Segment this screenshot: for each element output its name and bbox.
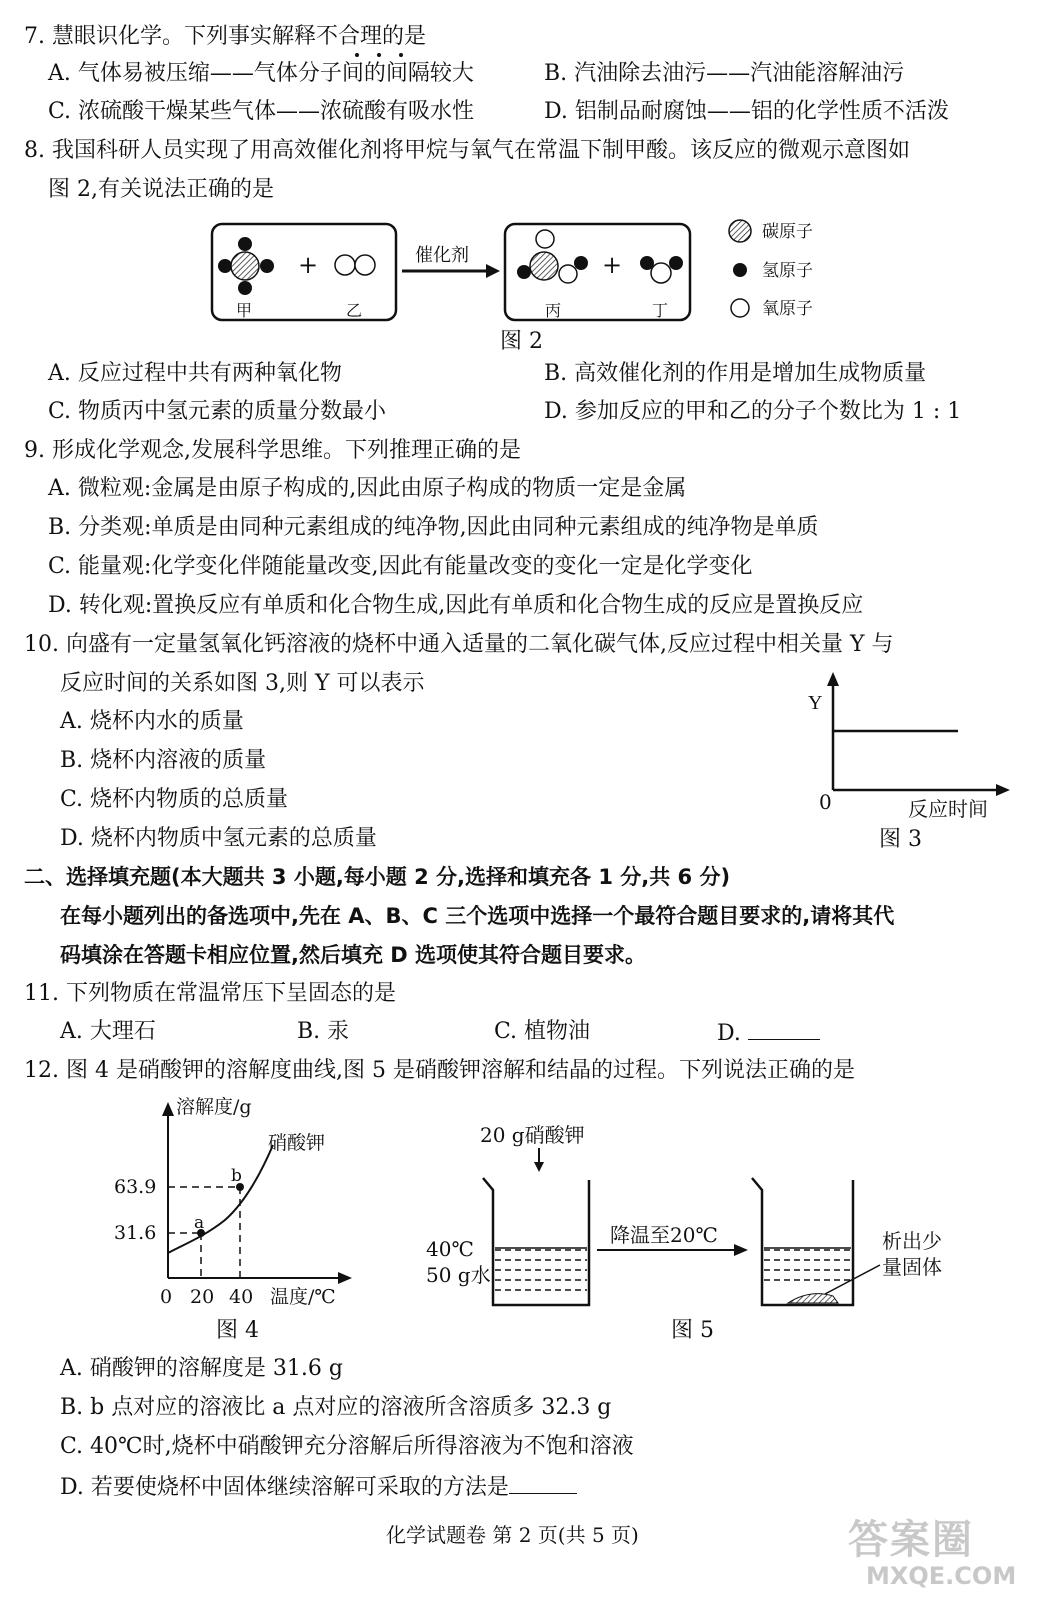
answer-blank	[509, 1471, 577, 1494]
fig4-point-a-label: a	[194, 1213, 205, 1233]
watermark-logo: 答案圈	[848, 1517, 974, 1563]
q12-option-d: D. 若要使烧杯中固体继续溶解可采取的方法是	[60, 1471, 577, 1503]
q10-option-c: C. 烧杯内物质的总质量	[60, 787, 289, 812]
legend-carbon-label: 碳原子	[762, 222, 813, 242]
q12-option-a: A. 硝酸钾的溶解度是 31.6 g	[60, 1356, 343, 1381]
q12-option-b: B. b 点对应的溶液比 a 点对应的溶液所含溶质多 32.3 g	[60, 1395, 612, 1420]
q11-stem: 11. 下列物质在常温常压下呈固态的是	[24, 981, 396, 1006]
q8-option-a: A. 反应过程中共有两种氧化物	[48, 361, 342, 386]
beaker-2	[752, 1178, 853, 1305]
label-yi: 乙	[346, 301, 363, 320]
plus-sign: +	[298, 251, 319, 279]
q11-option-a: A. 大理石	[60, 1019, 156, 1044]
q7-option-d: D. 铝制品耐腐蚀——铝的化学性质不活泼	[544, 99, 949, 124]
label-bing: 丙	[545, 301, 562, 320]
q7-option-c: C. 浓硫酸干燥某些气体——浓硫酸有吸水性	[48, 99, 475, 124]
q9-option-c: C. 能量观:化学变化伴随能量改变,因此有能量改变的变化一定是化学变化	[48, 554, 753, 579]
plus-sign: +	[602, 251, 623, 279]
q11-option-b: B. 汞	[297, 1019, 350, 1044]
q8-stem-cont: 图 2,有关说法正确的是	[48, 177, 274, 202]
figure-5-caption: 图 5	[671, 1318, 714, 1343]
q11-option-d: D.	[717, 1017, 820, 1049]
fig4-x-label: 温度/℃	[270, 1286, 336, 1308]
label-ding: 丁	[652, 301, 669, 320]
q8-option-b: B. 高效催化剂的作用是增加生成物质量	[544, 361, 927, 386]
fig3-x-label: 反应时间	[908, 797, 988, 821]
fig5-water-label: 50 g水	[426, 1263, 491, 1287]
label-jia: 甲	[236, 301, 253, 320]
fig5-arrow-label: 降温至20℃	[610, 1223, 718, 1247]
fig4-y-label: 溶解度/g	[176, 1096, 252, 1118]
q10-option-b: B. 烧杯内溶液的质量	[60, 748, 267, 773]
q8-option-d: D. 参加反应的甲和乙的分子个数比为 1 : 1	[544, 399, 962, 424]
page-footer: 化学试题卷 第 2 页(共 5 页)	[386, 1523, 639, 1547]
q11-option-c: C. 植物油	[494, 1019, 591, 1044]
q9-stem: 9. 形成化学观念,发展科学思维。下列推理正确的是	[24, 438, 521, 463]
fig5-temp-label: 40℃	[426, 1237, 474, 1261]
q9-option-d: D. 转化观:置换反应有单质和化合物生成,因此有单质和化合物生成的反应是置换反应	[48, 593, 864, 618]
q7-stem: 7. 慧眼识化学。下列事实解释不合理的是	[24, 24, 426, 49]
fig5-add-label: 20 g硝酸钾	[480, 1123, 585, 1147]
q8-stem: 8. 我国科研人员实现了用高效催化剂将甲烷与氧气在常温下制甲酸。该反应的微观示意图如	[24, 138, 910, 163]
fig4-tick-63-9: 63.9	[114, 1176, 157, 1198]
fig4-tick-31-6: 31.6	[114, 1222, 157, 1244]
fig5-solid-label: 析出少	[882, 1229, 942, 1253]
watermark-url: MXQE.COM	[866, 1562, 1017, 1590]
legend-oxygen-label: 氧原子	[762, 299, 813, 319]
section-2-instructions: 在每小题列出的备选项中,先在 A、B、C 三个选项中选择一个最符合题目要求的,请将其代	[60, 904, 895, 928]
fig5-solid-label-cont: 量固体	[882, 1255, 942, 1279]
q10-stem: 10. 向盛有一定量氢氧化钙溶液的烧杯中通入适量的二氧化碳气体,反应过程中相关量 Y 与	[24, 632, 894, 657]
q7-option-a: A. 气体易被压缩——气体分子间的间隔较大	[48, 61, 474, 86]
figure-4-caption: 图 4	[216, 1318, 259, 1343]
q9-option-b: B. 分类观:单质是由同种元素组成的纯净物,因此由同种元素组成的纯净物是单质	[48, 515, 819, 540]
q7-option-b: B. 汽油除去油污——汽油能溶解油污	[544, 61, 905, 86]
figure-2-caption: 图 2	[500, 329, 543, 354]
figure-3-caption: 图 3	[879, 827, 922, 852]
legend-hydrogen-label: 氢原子	[762, 261, 813, 281]
section-2-instructions-cont: 码填涂在答题卡相应位置,然后填充 D 选项使其符合题目要求。	[60, 943, 647, 967]
q8-option-c: C. 物质丙中氢元素的质量分数最小	[48, 399, 387, 424]
fig4-curve-label: 硝酸钾	[268, 1132, 326, 1154]
q10-option-d: D. 烧杯内物质中氢元素的总质量	[60, 826, 377, 851]
fig4-point-b-label: b	[231, 1166, 242, 1186]
q12-option-c: C. 40℃时,烧杯中硝酸钾充分溶解后所得溶液为不饱和溶液	[60, 1434, 634, 1459]
q9-option-a: A. 微粒观:金属是由原子构成的,因此由原子构成的物质一定是金属	[48, 476, 687, 501]
catalyst-label: 催化剂	[415, 245, 469, 266]
fig4-tick-40: 40	[229, 1286, 254, 1308]
fig3-origin: 0	[819, 790, 832, 814]
fig4-tick-20: 20	[190, 1286, 215, 1308]
fig4-tick-0: 0	[160, 1286, 173, 1308]
beaker-1	[483, 1178, 589, 1305]
precipitated-solid	[788, 1294, 838, 1303]
fig3-y-label: Y	[808, 692, 823, 714]
q10-stem-cont: 反应时间的关系如图 3,则 Y 可以表示	[60, 671, 425, 696]
q10-option-a: A. 烧杯内水的质量	[60, 709, 244, 734]
section-2-title: 二、选择填充题(本大题共 3 小题,每小题 2 分,选择和填充各 1 分,共 6 分)	[24, 865, 731, 889]
q12-stem: 12. 图 4 是硝酸钾的溶解度曲线,图 5 是硝酸钾溶解和结晶的过程。下列说法正确的是	[24, 1058, 855, 1083]
